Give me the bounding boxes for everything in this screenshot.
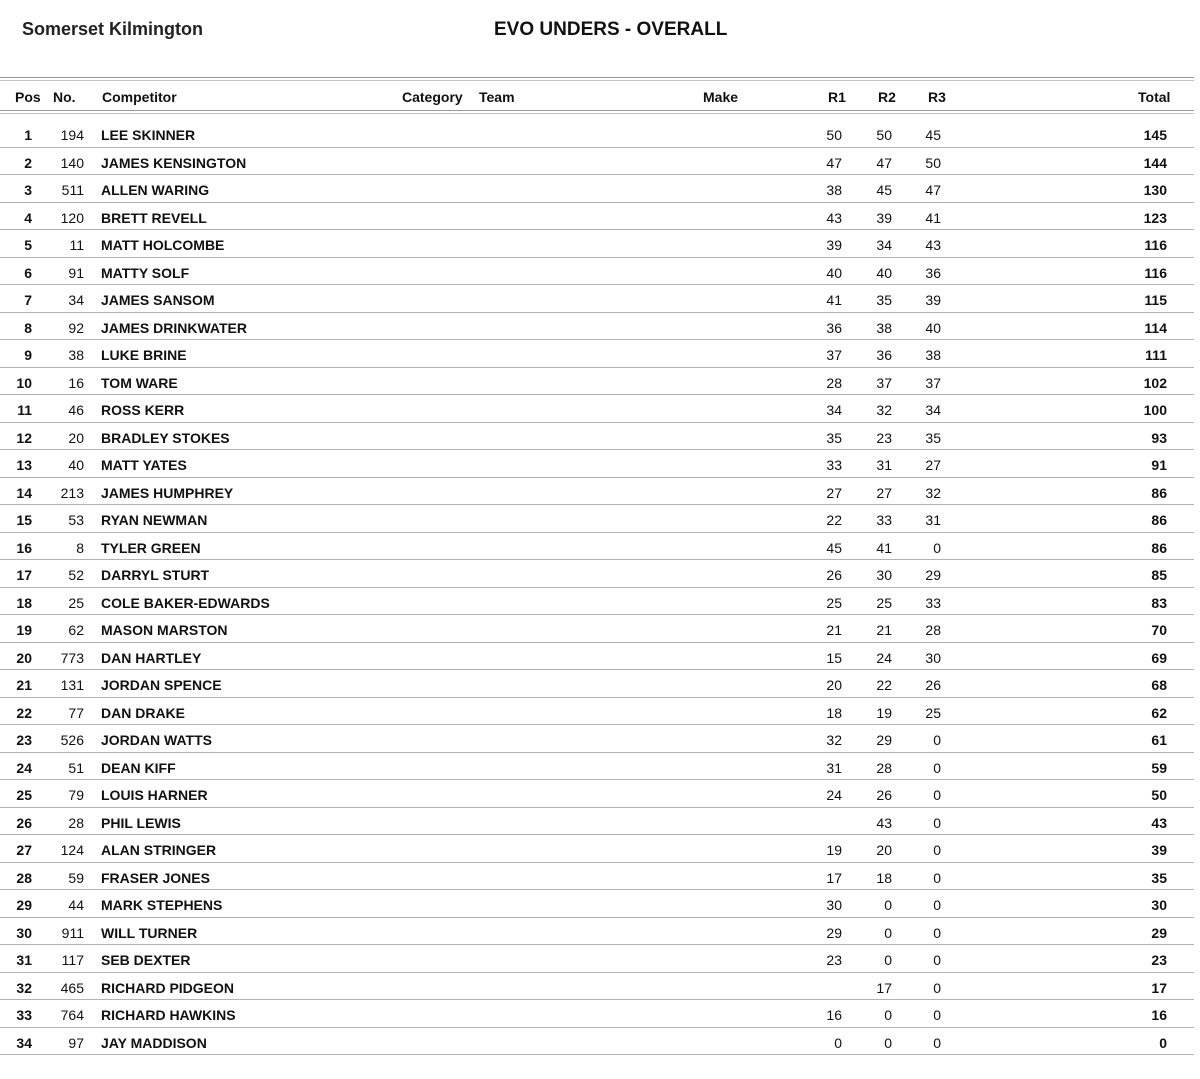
page-header — [0, 0, 1200, 60]
r2-cell: 18 — [876, 869, 892, 886]
table-row — [0, 780, 1194, 808]
total-cell: 35 — [1151, 869, 1167, 886]
competitor-cell: JAMES DRINKWATER — [101, 319, 247, 336]
position-cell: 11 — [17, 402, 32, 418]
r2-cell: 45 — [876, 182, 892, 198]
r2-cell: 33 — [876, 512, 892, 528]
r1-cell: 50 — [826, 127, 842, 143]
table-row — [0, 285, 1194, 313]
competitor-cell: DAN DRAKE — [101, 704, 185, 721]
competitor-cell: BRETT REVELL — [101, 209, 207, 226]
competitor-cell: TYLER GREEN — [101, 539, 201, 556]
r2-cell: 35 — [876, 292, 892, 308]
competitor-cell: SEB DEXTER — [101, 952, 191, 968]
position-cell: 26 — [16, 814, 32, 831]
table-row — [0, 588, 1194, 616]
table-header — [0, 80, 1194, 110]
r1-cell: 29 — [826, 924, 842, 941]
total-cell: 93 — [1151, 429, 1167, 446]
r3-cell: 41 — [925, 209, 941, 226]
r1-cell: 15 — [826, 649, 842, 666]
r3-cell: 0 — [933, 952, 941, 968]
number-cell: 465 — [60, 979, 84, 996]
number-cell: 120 — [60, 209, 84, 226]
position-cell: 16 — [16, 539, 32, 556]
number-cell: 28 — [68, 814, 84, 831]
r2-cell: 32 — [876, 402, 892, 418]
r1-cell: 16 — [826, 1007, 842, 1023]
number-cell: 213 — [60, 484, 84, 501]
number-cell: 117 — [61, 952, 84, 968]
table-row — [0, 258, 1194, 286]
r2-cell: 0 — [884, 952, 892, 968]
r1-cell: 20 — [826, 677, 842, 693]
total-cell: 29 — [1151, 924, 1167, 941]
competitor-cell: JAMES KENSINGTON — [101, 154, 247, 171]
r2-cell: 17 — [876, 979, 892, 996]
r1-cell: 34 — [826, 402, 842, 418]
number-cell: 526 — [60, 732, 84, 748]
r2-cell: 30 — [876, 567, 892, 583]
r1-cell: 27 — [826, 484, 842, 501]
table-row — [0, 973, 1194, 1001]
number-cell: 34 — [68, 292, 84, 308]
divider — [0, 77, 1194, 78]
r3-cell: 0 — [933, 732, 941, 748]
r2-cell: 27 — [876, 484, 892, 501]
table-row — [0, 478, 1194, 506]
total-cell: 86 — [1151, 512, 1167, 528]
r3-cell: 27 — [925, 457, 941, 473]
position-cell: 15 — [16, 512, 32, 528]
position-cell: 32 — [16, 979, 32, 996]
table-row — [0, 670, 1194, 698]
r3-cell: 29 — [925, 567, 941, 583]
table-row — [0, 698, 1194, 726]
number-cell: 44 — [68, 897, 84, 913]
number-cell: 124 — [60, 842, 84, 858]
position-cell: 29 — [16, 897, 32, 913]
r3-cell: 0 — [933, 1034, 941, 1051]
position-cell: 2 — [24, 154, 32, 171]
number-cell: 8 — [76, 539, 84, 556]
competitor-cell: PHIL LEWIS — [101, 814, 181, 831]
col-category-header: Category — [402, 89, 463, 105]
number-cell: 131 — [60, 677, 84, 693]
table-row — [0, 450, 1194, 478]
r2-cell: 24 — [876, 649, 892, 666]
r3-cell: 0 — [933, 869, 941, 886]
table-row — [0, 340, 1194, 368]
r2-cell: 29 — [876, 732, 892, 748]
total-cell: 85 — [1151, 567, 1167, 583]
competitor-cell: LEE SKINNER — [101, 127, 196, 143]
total-cell: 145 — [1143, 127, 1167, 143]
number-cell: 511 — [61, 182, 84, 198]
table-row — [0, 753, 1194, 781]
number-cell: 51 — [68, 759, 84, 776]
number-cell: 764 — [60, 1007, 84, 1023]
position-cell: 28 — [16, 869, 32, 886]
r3-cell: 39 — [925, 292, 941, 308]
r1-cell: 32 — [826, 732, 842, 748]
position-cell: 27 — [16, 842, 32, 858]
r1-cell: 21 — [826, 622, 842, 638]
total-cell: 130 — [1143, 182, 1167, 198]
r1-cell: 28 — [826, 374, 842, 391]
r3-cell: 35 — [925, 429, 941, 446]
table-row — [0, 148, 1194, 176]
col-no-header: No. — [53, 89, 76, 105]
r1-cell: 0 — [834, 1034, 842, 1051]
competitor-cell: DARRYL STURT — [101, 567, 210, 583]
table-row — [0, 945, 1194, 973]
competitor-cell: JAMES HUMPHREY — [101, 484, 234, 501]
col-r3-header: R3 — [928, 89, 946, 105]
r2-cell: 19 — [876, 704, 892, 721]
table-row — [0, 808, 1194, 836]
position-cell: 5 — [24, 237, 32, 253]
r3-cell: 31 — [925, 512, 941, 528]
r3-cell: 0 — [933, 814, 941, 831]
competitor-cell: COLE BAKER-EDWARDS — [101, 594, 270, 611]
competitor-cell: DAN HARTLEY — [101, 649, 202, 666]
position-cell: 7 — [24, 292, 32, 308]
r2-cell: 21 — [876, 622, 892, 638]
total-cell: 50 — [1151, 787, 1167, 803]
total-cell: 39 — [1151, 842, 1167, 858]
r3-cell: 0 — [933, 842, 941, 858]
competitor-cell: RICHARD PIDGEON — [101, 979, 235, 996]
r1-cell: 33 — [826, 457, 842, 473]
r2-cell: 23 — [876, 429, 892, 446]
r3-cell: 50 — [925, 154, 941, 171]
r2-cell: 41 — [876, 539, 892, 556]
competitor-cell: TOM WARE — [101, 374, 178, 391]
r2-cell: 25 — [876, 594, 892, 611]
r3-cell: 28 — [925, 622, 941, 638]
number-cell: 140 — [60, 154, 84, 171]
table-row — [0, 1028, 1194, 1056]
position-cell: 20 — [16, 649, 32, 666]
r3-cell: 0 — [933, 897, 941, 913]
competitor-cell: RYAN NEWMAN — [101, 512, 208, 528]
r2-cell: 37 — [876, 374, 892, 391]
total-cell: 30 — [1151, 897, 1167, 913]
r3-cell: 26 — [925, 677, 941, 693]
r3-cell: 0 — [933, 979, 941, 996]
r1-cell: 22 — [826, 512, 842, 528]
total-cell: 123 — [1143, 209, 1167, 226]
table-row — [0, 863, 1194, 891]
number-cell: 194 — [60, 127, 84, 143]
number-cell: 20 — [68, 429, 84, 446]
r3-cell: 32 — [925, 484, 941, 501]
total-cell: 102 — [1143, 374, 1167, 391]
total-cell: 59 — [1151, 759, 1167, 776]
competitor-cell: MASON MARSTON — [101, 622, 228, 638]
col-total-header: Total — [1138, 89, 1171, 105]
r1-cell: 37 — [826, 347, 842, 363]
total-cell: 68 — [1151, 677, 1167, 693]
table-row — [0, 1000, 1194, 1028]
position-cell: 19 — [16, 622, 32, 638]
r3-cell: 30 — [925, 649, 941, 666]
competitor-cell: WILL TURNER — [101, 924, 198, 941]
r3-cell: 0 — [933, 539, 941, 556]
total-cell: 144 — [1143, 154, 1167, 171]
r2-cell: 40 — [876, 264, 892, 281]
competitor-cell: MARK STEPHENS — [101, 897, 223, 913]
total-cell: 0 — [1159, 1034, 1167, 1051]
number-cell: 52 — [68, 567, 84, 583]
position-cell: 30 — [16, 924, 32, 941]
venue-name: Somerset Kilmington — [22, 19, 204, 39]
competitor-cell: MATTY SOLF — [101, 264, 190, 281]
r2-cell: 20 — [876, 842, 892, 858]
position-cell: 22 — [16, 704, 32, 721]
total-cell: 116 — [1144, 264, 1167, 281]
number-cell: 62 — [68, 622, 84, 638]
number-cell: 59 — [68, 869, 84, 886]
r1-cell: 25 — [826, 594, 842, 611]
number-cell: 16 — [68, 374, 84, 391]
r3-cell: 37 — [925, 374, 941, 391]
table-row — [0, 313, 1194, 341]
position-cell: 18 — [16, 594, 32, 611]
position-cell: 8 — [24, 319, 32, 336]
position-cell: 9 — [24, 347, 32, 363]
col-make-header: Make — [703, 89, 739, 105]
r3-cell: 40 — [925, 319, 941, 336]
r3-cell: 0 — [933, 924, 941, 941]
r1-cell: 47 — [826, 154, 842, 171]
competitor-cell: JAY MADDISON — [101, 1034, 207, 1051]
divider — [0, 110, 1194, 111]
r1-cell: 17 — [826, 869, 842, 886]
r2-cell: 31 — [876, 457, 892, 473]
position-cell: 4 — [24, 209, 32, 226]
position-cell: 12 — [16, 429, 32, 446]
number-cell: 38 — [68, 347, 84, 363]
r1-cell: 41 — [826, 292, 842, 308]
table-row — [0, 203, 1194, 231]
r3-cell: 34 — [925, 402, 941, 418]
number-cell: 40 — [68, 457, 84, 473]
number-cell: 77 — [68, 704, 84, 721]
total-cell: 69 — [1151, 649, 1167, 666]
position-cell: 10 — [16, 374, 32, 391]
total-cell: 114 — [1144, 319, 1167, 336]
table-row — [0, 368, 1194, 396]
competitor-cell: LOUIS HARNER — [101, 787, 208, 803]
number-cell: 79 — [68, 787, 84, 803]
table-row — [0, 835, 1194, 863]
table-row — [0, 560, 1194, 588]
total-cell: 61 — [1151, 732, 1167, 748]
r1-cell: 24 — [826, 787, 842, 803]
r2-cell: 38 — [876, 319, 892, 336]
r2-cell: 47 — [876, 154, 892, 171]
r2-cell: 0 — [884, 924, 892, 941]
col-pos-header: Pos — [15, 89, 41, 105]
number-cell: 92 — [68, 319, 84, 336]
number-cell: 91 — [68, 264, 84, 281]
r1-cell: 35 — [826, 429, 842, 446]
r2-cell: 50 — [876, 127, 892, 143]
position-cell: 23 — [16, 732, 32, 748]
number-cell: 25 — [68, 594, 84, 611]
r2-cell: 26 — [876, 787, 892, 803]
total-cell: 86 — [1151, 484, 1167, 501]
r1-cell: 40 — [826, 264, 842, 281]
col-r2-header: R2 — [878, 89, 896, 105]
r3-cell: 33 — [925, 594, 941, 611]
competitor-cell: BRADLEY STOKES — [101, 429, 230, 446]
total-cell: 23 — [1151, 952, 1167, 968]
results-table — [0, 120, 1194, 1055]
number-cell: 97 — [68, 1034, 84, 1051]
position-cell: 34 — [16, 1034, 32, 1051]
total-cell: 62 — [1151, 704, 1167, 721]
position-cell: 14 — [16, 484, 32, 501]
number-cell: 53 — [68, 512, 84, 528]
number-cell: 911 — [61, 924, 84, 941]
competitor-cell: JORDAN WATTS — [101, 732, 212, 748]
position-cell: 3 — [24, 182, 32, 198]
table-row — [0, 120, 1194, 148]
number-cell: 773 — [60, 649, 84, 666]
table-row — [0, 533, 1194, 561]
r1-cell: 45 — [826, 539, 842, 556]
r1-cell: 39 — [826, 237, 842, 253]
number-cell: 11 — [69, 237, 84, 253]
r2-cell: 22 — [876, 677, 892, 693]
number-cell: 46 — [68, 402, 84, 418]
r3-cell: 43 — [925, 237, 941, 253]
col-team-header: Team — [479, 89, 515, 105]
total-cell: 16 — [1151, 1007, 1167, 1023]
page-title: EVO UNDERS - OVERALL — [494, 19, 728, 40]
r1-cell: 36 — [826, 319, 842, 336]
r2-cell: 39 — [876, 209, 892, 226]
table-row — [0, 395, 1194, 423]
table-row — [0, 890, 1194, 918]
total-cell: 70 — [1151, 622, 1167, 638]
position-cell: 1 — [24, 127, 32, 143]
r1-cell: 19 — [826, 842, 842, 858]
table-row — [0, 423, 1194, 451]
competitor-cell: RICHARD HAWKINS — [101, 1007, 236, 1023]
table-row — [0, 175, 1194, 203]
table-row — [0, 643, 1194, 671]
r3-cell: 0 — [933, 1007, 941, 1023]
r3-cell: 45 — [925, 127, 941, 143]
table-row — [0, 230, 1194, 258]
position-cell: 31 — [16, 952, 32, 968]
r3-cell: 38 — [925, 347, 941, 363]
position-cell: 21 — [16, 677, 32, 693]
total-cell: 83 — [1151, 594, 1167, 611]
r2-cell: 43 — [876, 814, 892, 831]
competitor-cell: FRASER JONES — [101, 869, 210, 886]
competitor-cell: DEAN KIFF — [101, 759, 176, 776]
r2-cell: 28 — [876, 759, 892, 776]
r1-cell: 23 — [826, 952, 842, 968]
total-cell: 91 — [1151, 457, 1167, 473]
r1-cell: 31 — [826, 759, 842, 776]
position-cell: 25 — [16, 787, 32, 803]
competitor-cell: LUKE BRINE — [101, 347, 187, 363]
total-cell: 17 — [1151, 979, 1167, 996]
r3-cell: 25 — [925, 704, 941, 721]
position-cell: 24 — [16, 759, 32, 776]
total-cell: 100 — [1143, 402, 1167, 418]
competitor-cell: JORDAN SPENCE — [101, 677, 222, 693]
r3-cell: 0 — [933, 787, 941, 803]
competitor-cell: MATT YATES — [101, 457, 187, 473]
position-cell: 33 — [16, 1007, 32, 1023]
r1-cell: 26 — [826, 567, 842, 583]
r2-cell: 34 — [876, 237, 892, 253]
competitor-cell: MATT HOLCOMBE — [101, 237, 225, 253]
competitor-cell: ALAN STRINGER — [101, 842, 217, 858]
r1-cell: 30 — [826, 897, 842, 913]
total-cell: 115 — [1144, 292, 1167, 308]
table-row — [0, 918, 1194, 946]
total-cell: 111 — [1145, 347, 1167, 363]
total-cell: 116 — [1144, 237, 1167, 253]
r1-cell: 38 — [826, 182, 842, 198]
r2-cell: 0 — [884, 1034, 892, 1051]
r3-cell: 36 — [925, 264, 941, 281]
r2-cell: 0 — [884, 1007, 892, 1023]
total-cell: 86 — [1151, 539, 1167, 556]
table-row — [0, 615, 1194, 643]
position-cell: 6 — [24, 264, 32, 281]
col-competitor-header: Competitor — [102, 89, 177, 105]
divider — [0, 113, 1194, 114]
r2-cell: 36 — [876, 347, 892, 363]
col-r1-header: R1 — [828, 89, 846, 105]
position-cell: 17 — [16, 567, 32, 583]
total-cell: 43 — [1151, 814, 1167, 831]
r2-cell: 0 — [884, 897, 892, 913]
position-cell: 13 — [16, 457, 32, 473]
r1-cell: 18 — [826, 704, 842, 721]
table-row — [0, 725, 1194, 753]
r3-cell: 0 — [933, 759, 941, 776]
table-row — [0, 505, 1194, 533]
competitor-cell: ROSS KERR — [101, 402, 185, 418]
r3-cell: 47 — [925, 182, 941, 198]
competitor-cell: JAMES SANSOM — [101, 292, 215, 308]
r1-cell: 43 — [826, 209, 842, 226]
competitor-cell: ALLEN WARING — [101, 182, 210, 198]
